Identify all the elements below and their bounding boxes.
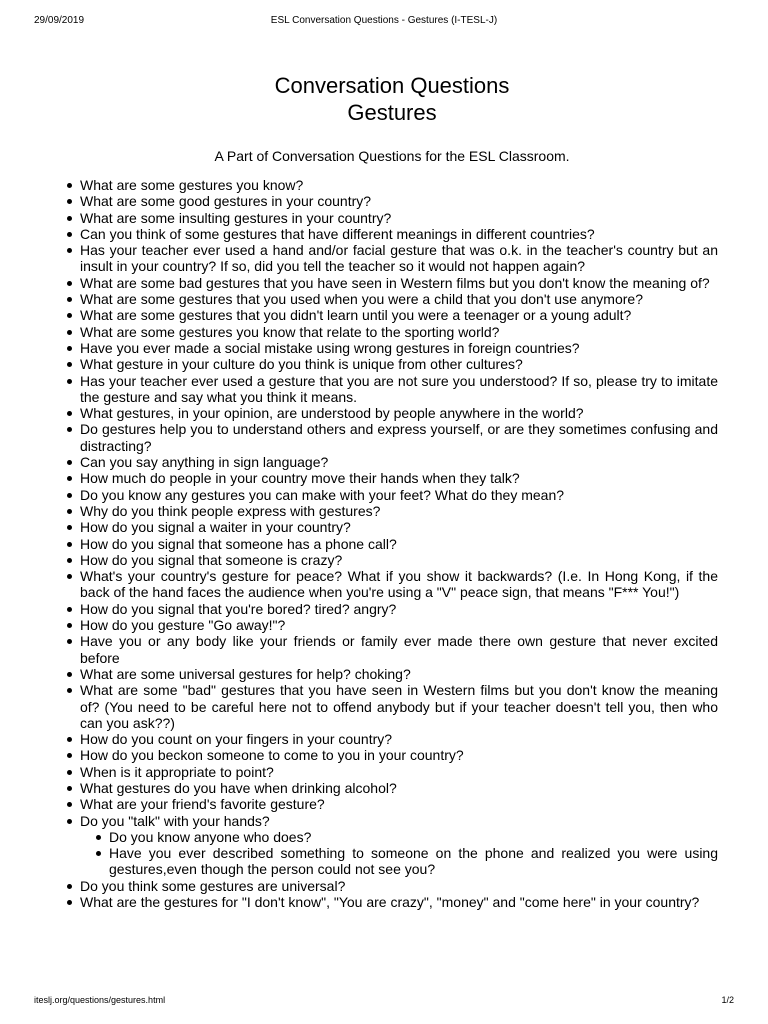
question-text: Do you "talk" with your hands? [80, 812, 270, 829]
question-list [66, 177, 718, 910]
print-footer [34, 993, 734, 1007]
sub-question-item: Do you know anyone who does? [109, 829, 718, 845]
question-item-with-subs [80, 813, 718, 878]
question-item: What are some gestures you know? [80, 177, 718, 193]
question-item: What are some gestures that you didn't learn until you were a teenager or a young adult? [80, 307, 718, 323]
question-item: What are some gestures you know that relate to the sporting world? [80, 324, 718, 340]
question-item: Have you ever made a social mistake using wrong gestures in foreign countries? [80, 340, 718, 356]
print-url: iteslj.org/questions/gestures.html [34, 995, 166, 1005]
question-item: How do you gesture "Go away!"? [80, 617, 718, 633]
question-item: Has your teacher ever used a hand and/or facial gesture that was o.k. in the teacher's country but an insult in your country? If so, did you tell the teacher so it would not happen again? [80, 242, 718, 275]
question-item: How do you signal that someone is crazy? [80, 552, 718, 568]
question-item: Do you know any gestures you can make with your feet? What do they mean? [80, 487, 718, 503]
page-title-line-1: Conversation Questions [274, 73, 510, 98]
print-header [34, 14, 734, 28]
question-item: What's your country's gesture for peace? What if you show it backwards? (I.e. In Hong Kong, if the back of the hand faces the audience when you're using a "V" peace sign, that means "F*** You!") [80, 568, 718, 601]
question-item: Why do you think people express with gestures? [80, 503, 718, 519]
question-item: What gestures, in your opinion, are understood by people anywhere in the world? [80, 405, 718, 421]
question-item: How do you signal that someone has a phone call? [80, 536, 718, 552]
question-item: What gesture in your culture do you think is unique from other cultures? [80, 356, 718, 372]
question-item: What are your friend's favorite gesture? [80, 796, 718, 812]
document-content [66, 72, 718, 910]
page-title-line-2: Gestures [347, 100, 437, 125]
question-item: How much do people in your country move their hands when they talk? [80, 470, 718, 486]
question-item: What are some good gestures in your country? [80, 193, 718, 209]
question-item: How do you beckon someone to come to you in your country? [80, 747, 718, 763]
print-page-title: ESL Conversation Questions - Gestures (I-TESL-J) [270, 15, 498, 26]
question-item: What are some "bad" gestures that you have seen in Western films but you don't know the meaning of? (You need to be careful here not to offend anybody but if your teacher doesn't tell you, then who can you ask??) [80, 682, 718, 731]
question-item: How do you signal that you're bored? tired? angry? [80, 601, 718, 617]
question-item: How do you count on your fingers in your country? [80, 731, 718, 747]
question-item: What are some insulting gestures in your country? [80, 210, 718, 226]
question-item: Have you or any body like your friends or family ever made there own gesture that never excited before [80, 633, 718, 666]
question-item: What are some universal gestures for help? choking? [80, 666, 718, 682]
question-item: Do gestures help you to understand others and express yourself, or are they sometimes confusing and distracting? [80, 421, 718, 454]
sub-question-list [80, 829, 718, 878]
question-item: Can you say anything in sign language? [80, 454, 718, 470]
question-item: What are the gestures for "I don't know", "You are crazy", "money" and "come here" in your country? [80, 894, 718, 910]
question-item: When is it appropriate to point? [80, 764, 718, 780]
question-item: Do you think some gestures are universal? [80, 878, 718, 894]
question-item: How do you signal a waiter in your country? [80, 519, 718, 535]
question-item: Has your teacher ever used a gesture that you are not sure you understood? If so, please try to imitate the gesture and say what you think it means. [80, 372, 718, 405]
page-title [66, 72, 718, 126]
page-subtitle: A Part of Conversation Questions for the ESL Classroom. [214, 148, 570, 164]
print-page-number: 1/2 [721, 995, 734, 1005]
question-item: What are some gestures that you used when you were a child that you don't use anymore? [80, 291, 718, 307]
question-item: Can you think of some gestures that have different meanings in different countries? [80, 226, 718, 242]
question-item: What gestures do you have when drinking alcohol? [80, 780, 718, 796]
print-date: 29/09/2019 [34, 15, 85, 26]
sub-question-item: Have you ever described something to someone on the phone and realized you were using gestures,even though the person could not see you? [109, 845, 718, 878]
question-item: What are some bad gestures that you have seen in Western films but you don't know the meaning of? [80, 275, 718, 291]
